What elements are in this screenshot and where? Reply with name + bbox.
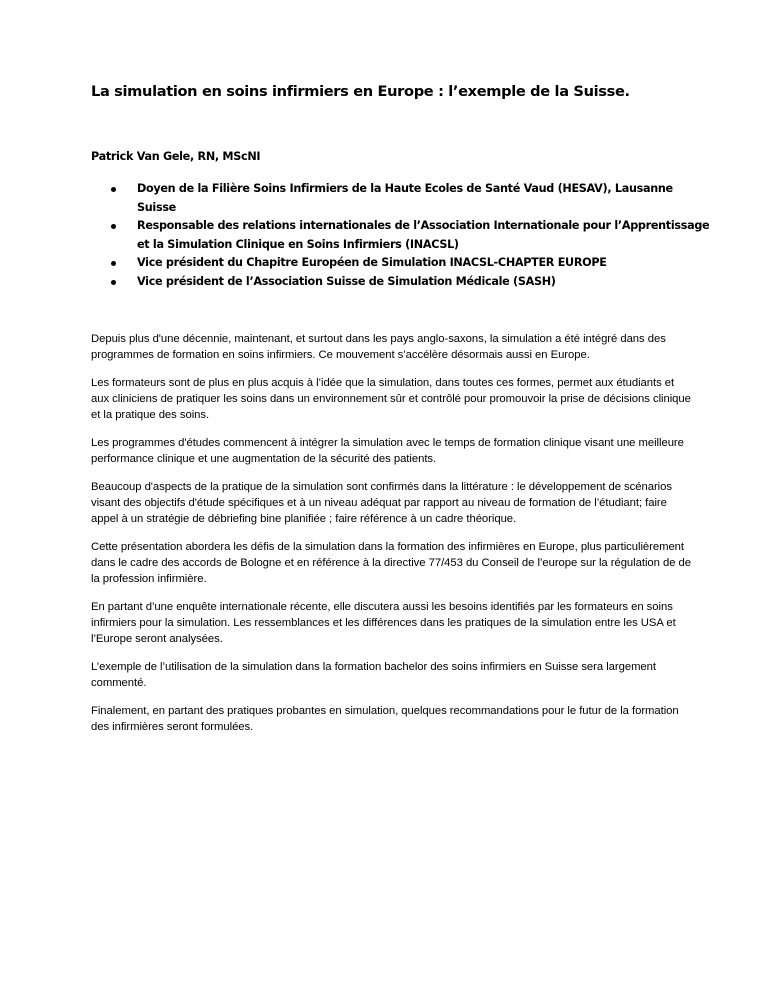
paragraph-1: Depuis plus d'une décennie, maintenant, et surtout dans les pays anglo-saxons, la simulation a été intégré dans des programmes de formation en soins infirmiers. Ce mouvement s’accélère désormais aussi en Europe. [91, 333, 666, 361]
paragraph-8: Finalement, en partant des pratiques probantes en simulation, quelques recommandations pour le futur de la formation des infirmières seront formulées. [91, 705, 679, 733]
role-item [91, 217, 711, 254]
role-text: Responsable des relations internationales de l’Association Internationale pour l’Apprentissage et la Simulation Clinique en Soins Infirmiers (INACSL) [137, 219, 710, 251]
author-roles-list [91, 180, 711, 292]
author-line: Patrick Van Gele, RN, MScNI [91, 150, 261, 163]
role-item [91, 254, 711, 273]
paragraph-2: Les formateurs sont de plus en plus acquis à l’idée que la simulation, dans toutes ces formes, permet aux étudiants et aux cliniciens de pratiquer les soins dans un environnement sûr et contrôlé pour promouvoir la prise de décisions clinique et la pratique des soins. [91, 377, 691, 421]
bullet-icon [111, 261, 116, 266]
role-item [91, 273, 711, 292]
document-title: La simulation en soins infirmiers en Europe : l’exemple de la Suisse. [91, 83, 630, 100]
role-text: Vice président de l’Association Suisse de Simulation Médicale (SASH) [137, 274, 556, 288]
abstract-body [91, 331, 695, 747]
paragraph-7: L’exemple de l’utilisation de la simulation dans la formation bachelor des soins infirmiers en Suisse sera largement commenté. [91, 661, 656, 689]
role-text: Doyen de la Filière Soins Infirmiers de la Haute Ecoles de Santé Vaud (HESAV), Lausanne Suisse [137, 182, 673, 214]
paragraph-4: Beaucoup d'aspects de la pratique de la simulation sont confirmés dans la littérature : le développement de scénarios visant des objectifs d'étude spécifiques et à un niveau adéquat par rapport au niveau de formation de l’étudiant; faire appel à un stratégie de débriefing bine planifiée ; faire référence à un cadre théorique. [91, 481, 672, 525]
paragraph-6: En partant d’une enquête internationale récente, elle discutera aussi les besoins identifiés par les formateurs en soins infirmiers pour la simulation. Les ressemblances et les différences dans les pratiques de la simulation entre les USA et l’Europe seront analysées. [91, 601, 676, 645]
paragraph-5: Cette présentation abordera les défis de la simulation dans la formation des infirmières en Europe, plus particulièrement dans le cadre des accords de Bologne et en référence à la directive 77/453 du Conseil de l’europe sur la régulation de de la profession infirmière. [91, 541, 691, 585]
bullet-icon [111, 224, 116, 229]
role-text: Vice président du Chapitre Européen de Simulation INACSL-CHAPTER EUROPE [137, 256, 607, 270]
paragraph-3: Les programmes d'études commencent à intégrer la simulation avec le temps de formation clinique visant une meilleure performance clinique et une augmentation de la sécurité des patients. [91, 437, 684, 465]
role-item [91, 180, 711, 217]
bullet-icon [111, 280, 116, 285]
bullet-icon [111, 187, 116, 192]
